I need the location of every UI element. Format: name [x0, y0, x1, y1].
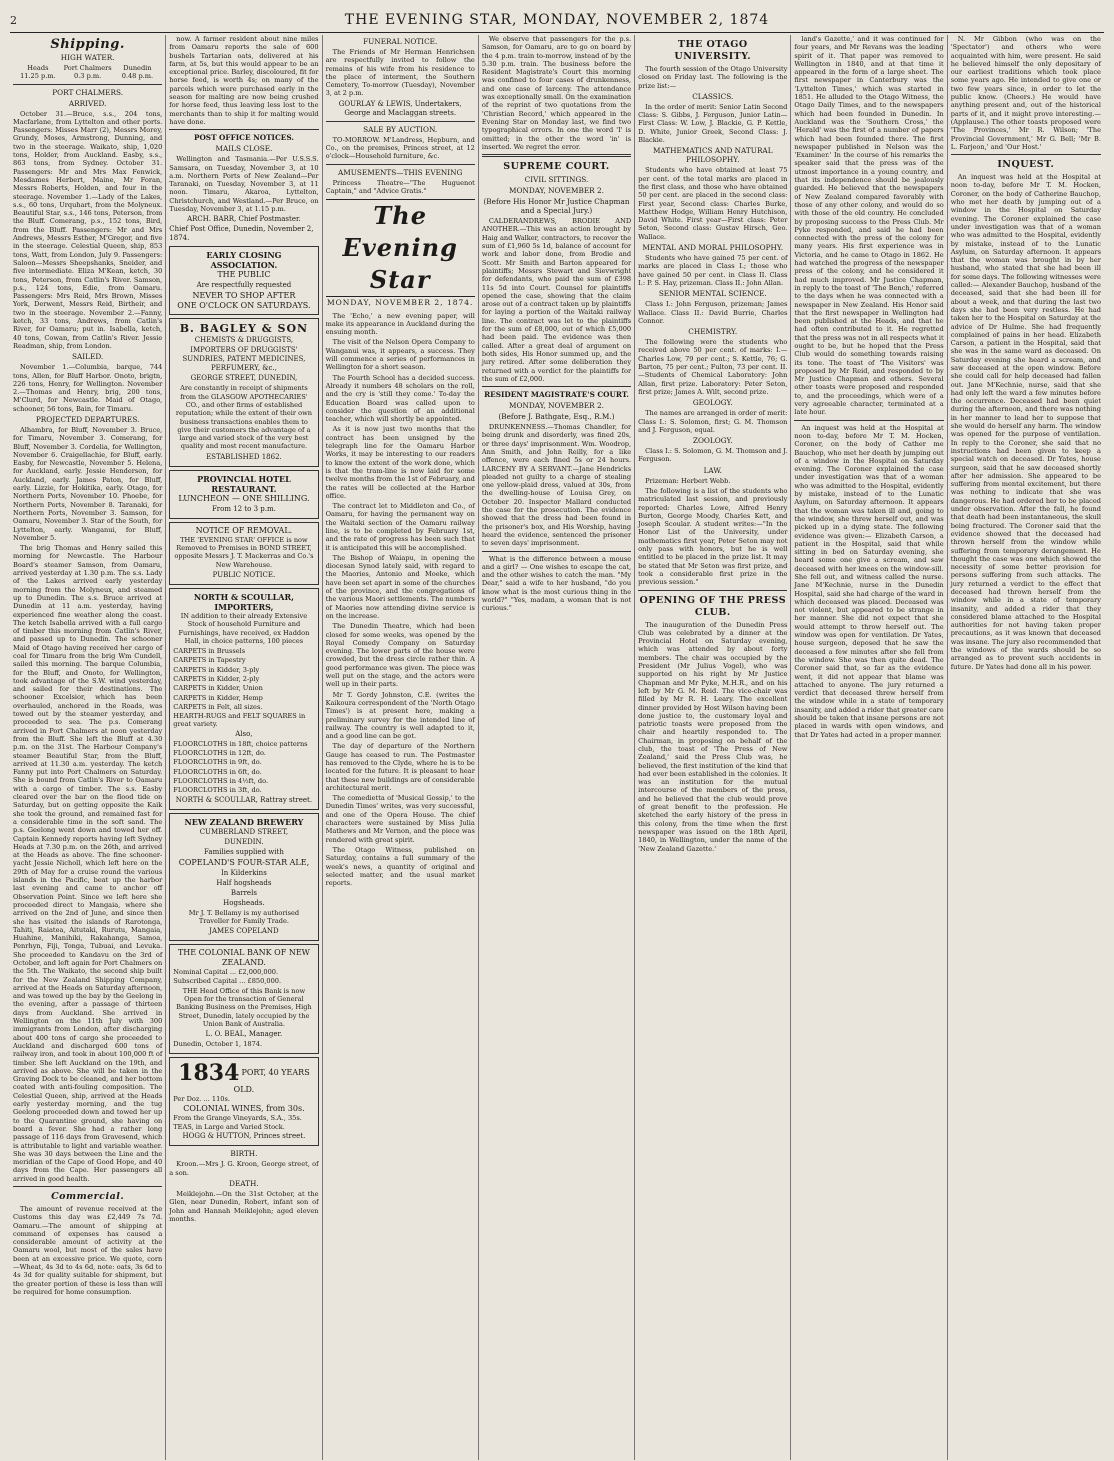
commercial-heading: Commercial. — [51, 1191, 125, 1202]
funeral-heading: FUNERAL NOTICE. — [363, 37, 438, 46]
arrived-heading: ARRIVED. — [68, 98, 107, 108]
post-date: Chief Post Office, Dunedin, November 2, 1874. — [169, 225, 314, 243]
commercial-text: The amount of revenue received at the Customs this day was £2,449 7s 7d. Oamaru.—The amount of shipping at command of expenses has caused a considerable amount of activity at the Oamaru wool, but most of the sales have been at an excessive price. We quote, corn—Wheat, 4s 3d to 4s 6d, note: oats, 3s 6d to 4s 3d for quality suitable for shipment, but the greater portion of these is less than will be required for home consumption. — [13, 1205, 163, 1296]
rm-court-heading: RESIDENT MAGISTRATE'S COURT. — [484, 390, 629, 400]
auction-text: TO-MORROW. M'Landress, Hepburn, and Co., on the premises, Princes street, at 12 o'clock—Household furniture, &c. — [325, 135, 475, 161]
prize-list: CLASSICS. In the order of merit: Senior Latin Second Class: S. Gibbs, J. Ferguson, Junior Latin—First Class: W. Low, J. Blackie, G. P. Kettle, D. White, Junior Greek, Second Class: J. Blackie. MATHEMATICS AND NATURAL PHILOSOPHY. Students who have obtained at least 75 per cent. of the total marks are placed in the first class, and those who have obtained 50 per cent. are placed in the second class: First year, Second class: Charles Burke, Matthew Hodge, William Henry Hutchison, David White. First year—First class: Peter Seton, Second class: Gustav Hirsch, Geo. Wallace. MENTAL AND MORAL PHILOSOPHY. Students who have gained 75 per cent. of marks are placed in Class I.; those who have gained 50 per cent. in Class II. Class I.: P. S. Hay, prizeman. Class II.: John Allan. SENIOR MENTAL SCIENCE. Class I.: John Ferguson, prizeman; James Wallace. Class II.: David Burrie, Charles Connor. CHEMISTRY. The following were the students who received above 50 per cent. of marks: I.—Charles Low, 79 per cent.; S. Kettle, 76; G. Barton, 75 per cent.; Fulton, 73 per cent. II.—Students of Chemical Laboratory: John Allan, first prize. Laboratory: Peter Seton, first prize; James A. Wilt, second prize. GEOLOGY. The names are arranged in order of merit: Class I.: S. Solomon, first; G. M. Thomson and J. Ferguson, equal. ZOOLOGY. Class I.: S. Solomon, G. M. Thomson and J. Ferguson. LAW. Prizeman: Herbert Webb. — [638, 91, 788, 485]
press-club-text: The inauguration of the Dunedin Press Club was celebrated by a dinner at the Provincial Hotel on Saturday evening, which was attended by about forty members. The chair was occupied by the President (Mr Julius Vogel), who was supported on his right by Mr Justice Chapman and Mr Pyke, M.H.R., and on his left by Mr G. M. Reid. The vice-chair was filled by Mr R. H. Leary. The excellent dinner provided by Host Wilson having been done justice to, the customary loyal and patriotic toasts were proposed from the chair and heartily responded to. The Chairman, in proposing on behalf of the club, the toast of 'The Press of New Zealand,' said the Press Club was, he believed, the first institution of the kind that had ever been established in the colonies. It was an institution for the mutual intercourse of the members of the press, and he believed that the club would prove of great benefit to the profession. He sketched the early history of the press in this colony, from the time when the first newspaper was issued on the 18th April, 1840, in Wellington, under the name of the 'New Zealand Gazette.' — [638, 620, 788, 853]
civil-sittings: CIVIL SITTINGS. — [524, 175, 589, 185]
provincial-hotel-ad: PROVINCIAL HOTEL RESTAURANT. LUNCHEON — ONE SHILLING. From 12 to 3 p.m. — [169, 470, 318, 519]
inquest-text: An inquest was held at the Hospital at noon to-day, before Mr T. M. Hocken, Coroner, on the body of Catherine Bauchop, who met her death by jumping out of a window in the Hospital on Saturday evening. The Coroner explained the case under investigation was that of a woman who was admitted to the Hospital, evidently by mistake, instead of to the Lunatic Asylum, on Saturday afternoon. It appears that the woman was brought in by her husband, who stated that she had been ill for some days. The following witnesses were called:— Alexander Bauchop, husband of the deceased, said that she had been ill for about a week, and that during the last two days she had been very restless. He had taken her to the Hospital on Saturday at the advice of Dr Hulme. She had frequently complained of pains in her head. Elizabeth Carson, a patient in the Hospital, said that she was in the same ward as deceased. On Saturday evening she heard a scream, and saw deceased at the open window. Before she could call for help deceased had fallen out. Jane M'Kechnie, nurse, said that she had only left the ward a few minutes before the occurrence. Deceased had been quiet during the afternoon, and there was nothing in her manner to lead her to suppose that she would do herself any harm. The window was opened for the purpose of ventilation. In reply to the Coroner, she said that no instructions had been given to keep a special watch on deceased. Dr Yates, house surgeon, said that he saw deceased shortly after her admission. She appeared to be suffering from mental excitement, but there was nothing to indicate that she was dangerous. He had ordered her to be placed under observation. After the fall, he found that death had been instantaneous, the skull being fractured. The Coroner said that the evidence showed that the deceased had thrown herself from the window while suffering from temporary derangement. He thought the case was one which showed the necessity of some better provision for persons suffering from such attacks. The jury returned a verdict to the effect that deceased had thrown herself from the window while in a state of temporary insanity, and added a rider that they considered blame attached to the Hospital authorities for not having taken proper precautions, as it was known that deceased was insane. The jury also recommended that the windows of the wards should be so arranged as to prevent such accidents in future. Dr Yates had done all in his power. — [950, 173, 1101, 671]
tide-table — [13, 64, 162, 81]
supreme-court-heading: SUPREME COURT. — [503, 161, 610, 173]
rm-date: MONDAY, NOVEMBER 2. — [509, 401, 604, 411]
tide-dunedin: Dunedin 0.48 p.m. — [121, 64, 154, 81]
amusements-text: Princess Theatre—"The Huguenot Captain," and "Advice Gratis." — [325, 178, 475, 195]
death-heading: DEATH. — [229, 1179, 259, 1188]
column-7 — [948, 35, 1104, 1460]
col4-top-text: We observe that passengers for the p.s. Samson, for Oamaru, are to go on board by the 4 p.m. train to-morrow, instead of by the 5.30 p.m. train. The business before the Resident Magistrate's Court this morning was confined to four cases of drunkenness, and one case of larceny. The attendance was exceptionally small. On the examination of the reprint of two quotations from the 'Christian Record,' which appeared in the Evening Star on Monday last, we find two typographical errors. In one the word 'I' is omitted; in the other the word 'in' is inserted. We regret the error. — [481, 35, 632, 151]
projected-text: Alhambra, for Bluff, November 3. Bruce, for Timaru, November 3. Comerang, for Bluff, November 3. Cordelia, for Wellington, November 6. Craigellachie, for Bluff, early. Easby, for Newcastle, November 5. Helena, for Auckland, early. Jessie Henderson, for Auckland, early. James Paton, for Bluff, early. Lizzie, for Hokitika, early. Otago, for Northern Ports, November 10. Phoebe, for Northern Ports, November 8. Taranaki, for Northern Ports, November 3. Samson, for Oamaru, November 3. Star of the South, for Lyttelton, early. Wanganui, for Bluff, November 5. — [13, 425, 163, 542]
university-note: The following is a list of the students who matriculated last session, and previously reported: Charles Lowe, Alfred Henry Burton, George Moody, Charles Kett, and Joseph Scoular. A student writes:—"In the Honor List of the University, under mathematics first year, Peter Seton may not only pass with honors, but he is well entitled to be placed in the prize list. It may be stated that Mr Seton was first prize, and took a considerable first prize in the previous session." — [638, 486, 788, 587]
column-6 — [791, 35, 947, 1460]
arrived-text: October 31.—Bruce, s.s., 204 tons, Macfarlane, from Lyttelton and other ports. Passengers: Misses Marr (2), Messrs Morey, Grundy, Moses, Armstrong, Dunning, and two in the steerage. Waikato, ship, 1,020 tons, Holder, from Auckland. Easby, s.s., 863 tons, from Sydney. October 31. Passengers: Mr and Mrs Max Fenwick, Mesdames Herbert, Maine, Mr Foran, Messrs Roberts, Holden, and four in the steerage. November 1.—Lady of the Lakes, s.s., 60 tons, Urquhart, from the Molyneux. Beautiful Star, s.s., 146 tons, Peterson, from the Bluff. Comerang, p.s., 152 tons, Bird, from the Bluff. Passengers: Mr and Mrs Andrews, Messrs Esther, M'Gregor, and five in the steerage. Celestial Queen, ship, 853 tons, Watt, from London, July 9. Passengers: Saloon—Messrs Sheepshanks, Sneider, and five intermediate. Eliza M'Kean, ketch, 30 tons, Peterson, from Catlin's River. Samson, p.s., 124 tons, Edie, from Oamaru. Passengers: Mrs Reid, Mrs Brown, Misses York, Derwent, Messrs Reid, Birtheir, and two in the steerage. November 2.—Fanny, ketch, 33 tons, Andrews, from Catlin's River, for Oamaru; put in. Isabella, ketch, 40 tons, Cowan, from Catlin's River. Jessie Readman, ship, from London. — [13, 109, 163, 350]
death-text: Meiklejohn.—On the 31st October, at the Glen, near Dunedin, Robert, infant son of John and Hannah Meiklejohn; aged eleven months. — [169, 1190, 319, 1223]
removal-notice-ad: NOTICE OF REMOVAL. THE 'EVENING STAR' OFFICE is now Removed to Premises in BOND STREET, opposite Messrs J. T. Mackerras and Co.'s New Warehouse. PUBLIC NOTICE. — [169, 522, 318, 585]
birth-heading: BIRTH. — [230, 1149, 258, 1159]
mails-text: Wellington and Tasmania.—Per U.S.S.S. Samsara, on Tuesday, November 3, at 10 a.m. Northern Ports of New Zealand—Per Taranaki, on Tuesday, November 3, at 11 noon. Timaru, Akaroa, Lyttelton, Christchurch, and Westland.—Per Bruce, on Tuesday, November 3, at 1.15 p.m. — [169, 155, 319, 214]
projected-heading: PROJECTED DEPARTURES. — [35, 414, 140, 424]
court-bench: (Before His Honor Mr Justice Chapman and a Special Jury.) — [483, 197, 630, 216]
column-1 — [10, 35, 166, 1460]
post-office-heading: POST OFFICE NOTICES. — [193, 133, 294, 143]
early-closing-ad: EARLY CLOSING ASSOCIATION. THE PUBLIC Are respectfully requested NEVER TO SHOP AFTER ONE O'CLOCK ON SATURDAYS. — [169, 246, 318, 315]
postmaster: ARCH. BARR, Chief Postmaster. — [187, 215, 301, 224]
colonial-bank-ad: THE COLONIAL BANK OF NEW ZEALAND. Nominal Capital ... £2,000,000. Subscribed Capital ... £850,000. THE Head Office of this Bank is now Open for the transaction of General Banking Business on the Premises, High Street, Dunedin, lately occupied by the Union Bank of Australia. L. O. BEAL, Manager. Dunedin, October 1, 1874. — [169, 944, 318, 1053]
port-heading: PORT CHALMERS. — [52, 87, 124, 97]
editorial-para-7: The Dunedin Theatre, which had been closed for some weeks, was opened by the Royal Comedy Company on Saturday evening. The lower parts of the house were crowded, but the dress circle rather thin. A good performance was given. The piece was well put on the stage, and the actors were well up in their parts. — [325, 622, 475, 689]
funeral-undertakers: GOURLAY & LEWIS, Undertakers, George and Maclaggan streets. — [338, 99, 462, 117]
tide-port: Port Chalmers 0.3 p.m. — [63, 64, 112, 81]
inquest-heading: INQUEST. — [997, 159, 1055, 171]
page-number: 2 — [10, 13, 17, 27]
sailed-heading: SAILED. — [72, 352, 104, 362]
mails-heading: MAILS CLOSE. — [215, 144, 273, 154]
editorial-para-8: Mr T. Gordy Johnston, C.E. (writes the Kaikoura correspondent of the 'North Otago Times') is at present here, making a preliminary survey for the intended line of railway. The country is well adapted to it, and a good line can be got. — [325, 690, 475, 741]
court-date: MONDAY, NOVEMBER 2. — [509, 186, 604, 196]
university-heading: THE OTAGO UNIVERSITY. — [674, 39, 752, 62]
editorial-para-2: The visit of the Nelson Opera Company to Wanganui was, it appears, a success. They will commence a series of performances in Wellington for a short season. — [325, 338, 475, 372]
port-wine-ad: 1834 PORT, 40 YEARS OLD. Per Doz. ... 110s. COLONIAL WINES, from 30s. From the Grange Vineyards, S.A., 35s. TEAS, in Large and Varied Stock. HOGG & HUTTON, Princes street. — [169, 1057, 318, 1147]
column-2 — [166, 35, 322, 1460]
editorial-para-11: The Otago Witness, published on Saturday, contains a full summary of the week's news, a quantity of original and selected matter, and the usual market reports. — [325, 845, 475, 888]
bagley-ad: B. BAGLEY & SON CHEMISTS & DRUGGISTS, IMPORTERS OF DRUGGISTS' SUNDRIES, PATENT MEDICINES, PERFUMERY, &c., GEORGE STREET, DUNEDIN, Are constantly in receipt of shipments from the GLASGOW APOTHECARIES' CO., and other firms of established reputation; while the extent of their own business transactions enables them to give their customers the advantage of a large and varied stock of the very best quality and most recent manufacture. ESTABLISHED 1862. — [169, 318, 318, 466]
masthead-title: THE EVENING STAR, MONDAY, NOVEMBER 2, 1874 — [344, 12, 770, 28]
masthead — [10, 8, 1104, 33]
editorial-para-10: The comedietta of 'Musical Gossip,' to the Dunedin Times' writes, was very successful, and one of the Opera House. The chief characters were sustained by Miss Julia Mathews and Mr Vernon, and the piece was rendered with great spirit. — [325, 794, 475, 844]
editorial-para-4: As it is now just two months that the contract has been unsigned by the telegraph line for the Oamaru Harbor Works, it may be interesting to our readers to know the extent of the work done, which is that the tram-line is now laid for some twelve months from the 1st of February, and the rates will be collected at the Harbor office. — [325, 425, 475, 500]
sailed-text: November 1.—Columbia, barque, 744 tons, Allen, for Bluff Harbor. Onoto, brigtn, 226 tons, Henry, for Wellington. November 2.—Thomas and Henry, brig, 200 tons, M'Clurd, for Newcastle. Maid of Otago, schooner, 56 tons, Bain, for Timaru. — [13, 363, 163, 413]
rm-text: DRUNKENNESS.—Thomas Chandler, for being drunk and disorderly, was fined 20s, or three days' imprisonment. Wm. Woodrop, Ann Smith, and John Reilly, for a like offence, were each fined 5s or 24 hours. LARCENY BY A SERVANT.—Jane Hendricks pleaded not guilty to a charge of stealing one yellow-plaid dress, valued at 30s, from the dwelling-house of Louisa Grey, on October 20. Inspector Mallard conducted the case for the prosecution. The evidence showed that the dress had been found in the prisoner's box, and His Worship, having heard the evidence, sentenced the prisoner to seven days' imprisonment. — [481, 423, 632, 548]
shipping-news-text: The brig Thomas and Henry sailed this morning for Newcastle. The Harbour Board's steamer Samson, from Oamaru, arrived yesterday at 1.30 p.m. The s.s. Lady of the Lakes arrived early yesterday morning from the Molyneux, and steamed up to Dunedin. The s.s. Bruce arrived at Dunedin at 11 a.m. yesterday, having experienced fine weather along the coast. The ketch Isabella arrived with a full cargo of timber this morning from Catlin's River, and passed up to Dunedin. The schooner Maid of Otago having received her cargo of coal for Timaru from the brig Wm Cundell, sailed this morning. The barque Columbia, for the Bluff, and Onoto, for Wellington, took advantage of the S.W. wind yesterday, and sailed for their destinations. The schooner Excelsior, which has been overhauled, anchored in the Roads, was towed out by the steamer yesterday, and proceeded to sea. The p.s. Comerang arrived in Port Chalmers at noon yesterday from the Bluff. She left the Bluff at 4.30 p.m. on the 31st. The Harbour Company's steamer Beautiful Star, from the Bluff, arrived at 11.30 a.m. yesterday. The ketch Fanny put into Port Chalmers on Saturday. She is bound from Catlin's River to Oamaru with a cargo of timber. The s.s. Easby cleared over the bar on the flood tide on Saturday, but on getting opposite the Kaik she took the ground, and remained fast for a considerable time in the soft sand. The p.s. Geelong went down and towed her off. Captain Kennedy reports having left Sydney Heads at 7.30 p.m. on the 26th, and arrived at the Heads as above. The fine schooner-yacht Jessie Nicholl, which left here on the 29th of May for a cruise round the various islands in the Pacific, beat up the harbor last evening and came to anchor off Observation Point. Since we left here she proceeded direct to Mangaia, where she arrived on the 2nd of June, and since then she has visited the islands of Rarotonga, Tahiti, Raiatea, Aitutaki, Rurutu, Mangaia, Huahine, Manihiki, Rakahanga, Samoa, Penrhyn, Fiji, Tonga, Tubuai, and Levuka. She proceeded to Kandavu on the 3rd of October, and left again for Port Chalmers on the 5th. The Waikato, the second ship built for the New Zealand Shipping Company, arrived at the Heads on Saturday afternoon, and was towed up the bay by the Geelong in the evening, after a passage of thirteen days from Auckland. She arrived in Wellington on the 11th July with 300 immigrants from London, after discharging about 400 tons of cargo she proceeded to Auckland and discharged 600 tons of railway iron, and took in about 100,000 ft of timber. She left Auckland on the 19th, and arrived as above. She will be taken in the Graving Dock to be cleaned, and her bottom coated with anti-fouling composition. The Celestial Queen, ship, arrived at the Heads early yesterday morning, and the tug Geelong proceeded down and towed her up to the Quarantine ground, she having on board a fever. She had a rather long passage of 116 days from Gravesend, which is attributable to light and variable weather. She was 30 days between the Line and the meridian of the Cape of Good Hope, and 40 days from the Cape. Her passengers all arrived in good health. — [13, 544, 163, 1183]
press-club-heading: OPENING OF THE PRESS CLUB. — [639, 594, 787, 618]
birth-text: Kroon.—Mrs J. G. Kroon, George street, of a son. — [169, 1160, 319, 1177]
tide-heads: Heads 11.25 p.m. — [20, 64, 56, 81]
col2-intro-text: now. A farmer resident about nine miles from Oamaru reports the sale of 600 bushels Tartarian oats, delivered at his farm, at 5s, but this would appear to be an exceptional price. Barley, discoloured, fit for horse feed, is worth 4s; on many of the parcels which were purchased early in the season for malting are now being crushed for horse feed, thus leaving less lost to the merchants than to ship it for malting would have done. — [169, 35, 319, 126]
editorial-para-1: The 'Echo,' a new evening paper, will make its appearance in Auckland during the ensuing month. — [325, 311, 475, 337]
column-3 — [323, 35, 479, 1460]
amusements-heading: AMUSEMENTS—THIS EVENING — [338, 167, 463, 177]
column-5 — [635, 35, 791, 1460]
university-intro: The fourth session of the Otago University closed on Friday last. The following is the prize list:— — [638, 65, 788, 90]
columns — [10, 35, 1104, 1460]
brewery-ad: NEW ZEALAND BREWERY CUMBERLAND STREET, DUNEDIN. Families supplied with COPELAND'S FOUR-STAR ALE, In Kilderkins Half hogsheads Barrels Hogsheads. Mr J. T. Bellamy is my authorised Traveller for Family Trade. JAMES COPELAND — [169, 813, 318, 942]
shipping-heading: Shipping. — [50, 37, 125, 52]
editorial-para-6: The Bishop of Waiapu, in opening the diocesan Synod lately said, with regard to the Maories, Antonio and Moeke, which have been set apart in some of the churches of the province, and the congregations of the various Maori settlements. The numbers of Maories now attending divine service is on the increase. — [325, 553, 475, 620]
editorial-para-9: The day of departure of the Northern Gauge has ceased to run. The Postmaster has removed to the Clyde, where he is to be located for the future. It is pleasant to hear that these new buildings are of considerable architectural merit. — [325, 742, 475, 792]
court-text: CALDERANDREWS, BRODIE AND ANOTHER.—This was an action brought by Haig and Walker, contractors, to recover the sum of £1,960 5s 1d, balance of account for work and labor done, from Brodie and Scott. Mr Smith and Barton appeared for plaintiffs; Messrs Stewart and Sievwright for defendants, who paid the sum of £398 11s 5d into Court. Counsel for plaintiffs opened the case, showing that the claim arose out of a contract taken up by plaintiffs for laying a portion of the Waitaki railway line. The contract was let to the plaintiffs for the sum of £8,000, out of which £5,000 had been paid. The evidence was then called. After a great deal of argument on both sides, His Honor summed up, and the jury retired. After some deliberation they returned with a verdict for the plaintiffs for the sum of £2,000. — [481, 217, 632, 383]
dateline: MONDAY, NOVEMBER 2, 1874. — [326, 298, 474, 308]
north-scoullar-ad: NORTH & SCOULLAR, IMPORTERS, IN addition to their already Extensive Stock of household Furniture and Furnishings, have received, ex Haddon Hall, in choice patterns, 100 pieces CARPETS in Brussels CARPETS in Tapestry CARPETS in Kidder, 3-ply CARPETS in Kidder, 2-ply CARPETS in Kidder, Union CARPETS in Kidder, Hemp CARPETS in Felt, all sizes. HEARTH-RUGS and FELT SQUARES in great variety. Also, FLOORCLOTHS in 18ft, choice patterns FLOORCLOTHS in 12ft, do. FLOORCLOTHS in 9ft, do. FLOORCLOTHS in 6ft, do. FLOORCLOTHS in 4½ft, do. FLOORCLOTHS in 3ft, do. NORTH & SCOULLAR, Rattray street. — [169, 588, 318, 810]
column-4 — [479, 35, 635, 1460]
col6-text: land's Gazette,' and it was continued for four years, and Mr Revans was the leading spirit of it. That paper was removed to Wellington in 1840, and at that time it appeared in the form of a large sheet. The first newspaper in Canterbury was the 'Lyttelton Times,' which was started in 1851. He alluded to the Otago Witness, the Otago Daily Times, and to the newspapers which had been founded in Dunedin. In Auckland was the 'Southern Cross,' the 'Herald' was the first of a number of papers which had been founded there. The first newspaper published in Nelson was the 'Examiner.' In the course of his remarks the speaker said that the press was of the utmost importance in a young country, and that its independence should be jealously guarded. He believed that the newspapers of New Zealand compared favorably with those of any other colony, and would do so with those of the old country. He concluded by proposing success to the Press Club. Mr Pyke responded, and said he had been connected with the press of the colony for many years. His first experience was in Victoria, and he came to Otago in 1862. He had watched the progress of the newspaper press of the colony, and he considered it had much improved. Mr Justice Chapman, in reply to the toast of 'The Bench,' referred to the days when he was connected with a newspaper in New Zealand. His Honor said that the first newspaper in Wellington had been published at the Heads, and that he had often contributed to it. He regretted that the press was not in all respects what it ought to be, but he hoped that the Press Club would do something towards raising its tone. The toast of 'The Visitors' was proposed by Mr Reid, and responded to by Mr Justice Chapman and others. Several other toasts were proposed and responded to, and the proceedings, which were of a very agreeable character, terminated at a late hour. — [794, 35, 944, 417]
col6-inquest-text: An inquest was held at the Hospital at noon to-day, before Mr T. M. Hocken, Coroner, on the body of Cather me Bauchop, who met her death by jumping out of a window in the Hospital on Saturday evening. The Coroner explained the case under investigation was that of a woman who was admitted to the Hospital, evidently by mistake, instead of to the Lunatic Asylum, on Saturday afternoon. It appears that the woman was taken ill and, going to the window, she threw herself out, and was picked up in a dying state. The following evidence was given:— Elizabeth Carson, a patient in the Hospital, said that while sitting in bed on Saturday evening, she heard some one give a scream, and saw deceased with her knees on the window-sill. She fell out, and witness called the nurse. Jane M'Kechnie, nurse in the Dunedin Hospital, said she had charge of the ward in which deceased was placed. Deceased was not violent, but appeared to be strange in her manner. She did not expect that she would attempt to throw herself out. The window was open for ventilation. Dr Yates, house surgeon, deposed that he saw the deceased a few minutes after she fell from the window. She was then quite dead. The Coroner said that, so far as the evidence went, it did not appear that blame was attached to anyone. The jury returned a verdict that deceased threw herself from the window while in a state of temporary insanity, and added a rider that greater care should be taken that insane persons are not placed in wards with open windows, and that Dr Yates had acted in a proper manner. — [794, 423, 944, 739]
rm-bench: (Before J. Bathgate, Esq., R.M.) — [498, 412, 615, 422]
editorial-para-5: The contract let to Middleton and Co., of Oamaru, for having the permanent way on the Waitaki section of the Oamaru railway line, is to be completed by February 1st, and the rate of progress has been such that it is anticipated this will be accomplished. — [325, 502, 475, 552]
funeral-text: The Friends of Mr Herman Henrichsen are respectfully invited to follow the remains of his wife from his residence to the place of interment, the Southern Cemetery, To-morrow (Tuesday), November 3, at 2 p.m. — [325, 48, 475, 98]
riddle-text: What is the difference between a mouse and a girl? — One wishes to escape the cat, and the other wishes to catch the man. "My Dear," said a wife to her husband, "do you know what is the most curious thing in the world?" "Yes, madam, a woman that is not curious." — [481, 554, 632, 613]
editorial-para-3: The Fourth School has a decided success. Already it numbers 48 scholars on the roll, and the cry is 'still they come.' To-day the Education Board was called upon to consider the question of an additional teacher, which will shortly be appointed. — [325, 373, 475, 424]
nameplate: The Evening Star — [326, 199, 475, 297]
auction-heading: SALE BY AUCTION. — [363, 124, 438, 134]
high-water-heading: HIGH WATER. — [60, 53, 115, 62]
col7-text: N. Mr Gibbon (who was on the 'Spectator') and others who were acquainted with him, were present. He said he believed himself the only depositary of our earliest traditions which took place some years ago. He intended to give one or two few years since, in order to let the public know. (Cheers.) He would have anything present and, out of the historical parts of it, and it might prove interesting.—(Applause.) The other toasts proposed were 'The Provinces,' Mr R. Wilson; 'The Provincial Government,' Mr G. Bell; 'Mr B. L. Farjeon,' and 'Our Host.' — [950, 35, 1101, 151]
